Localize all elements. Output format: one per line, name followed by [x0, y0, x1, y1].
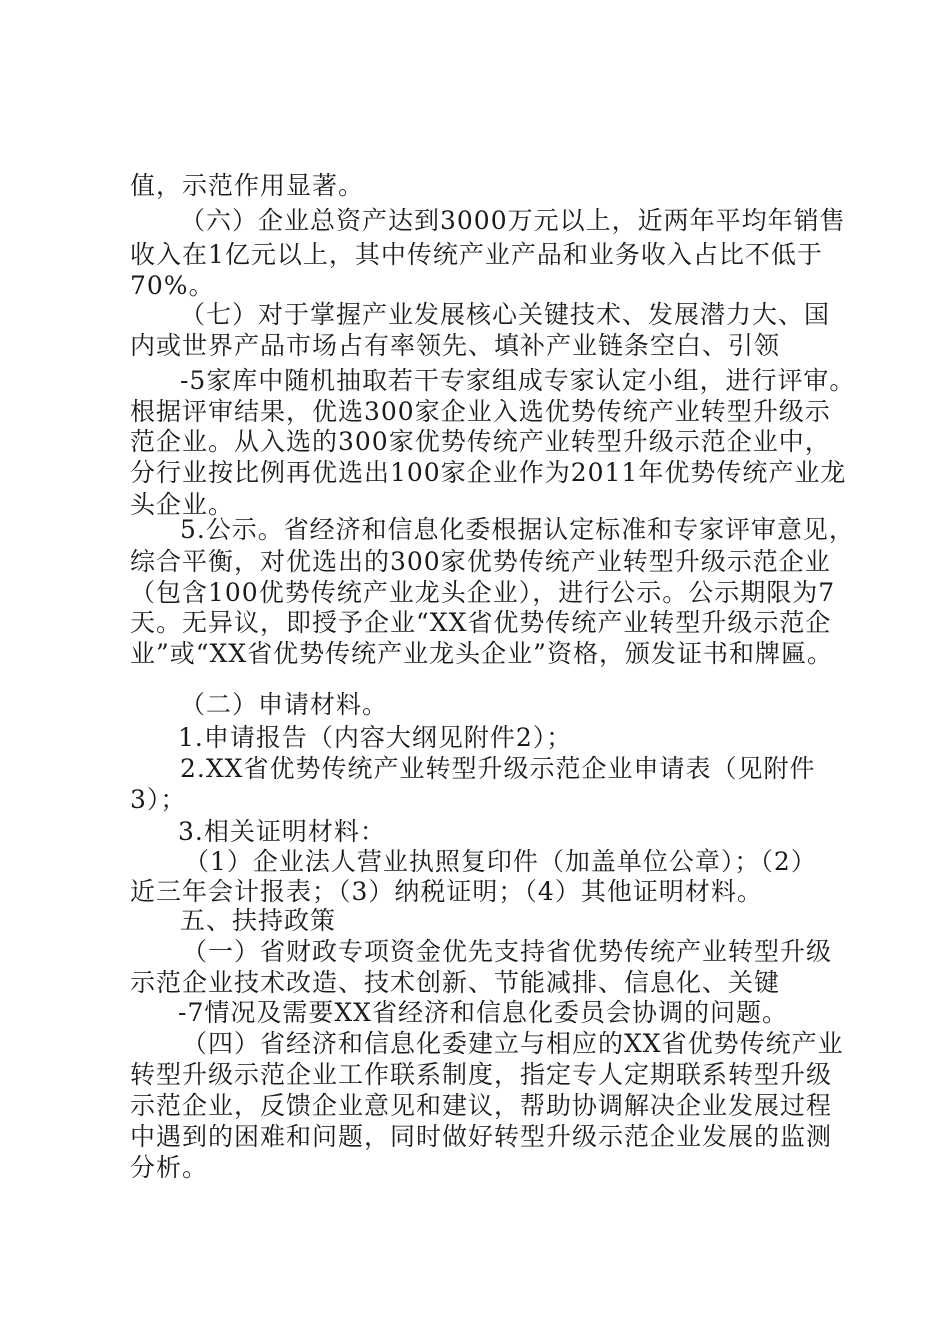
body-text-line: 内或世界产品市场占有率领先、填补产业链条空白、引领 [130, 331, 781, 360]
list-item: 2.XX省优势传统产业转型升级示范企业申请表（见附件 [180, 754, 816, 783]
body-text-line: 根据评审结果，优选300家企业入选优势传统产业转型升级示 [130, 397, 831, 426]
body-text-line: （1）企业法人营业执照复印件（加盖单位公章）；（2） [184, 847, 817, 876]
body-text-line: 示范企业，反馈企业意见和建议，帮助协调解决企业发展过程 [130, 1091, 833, 1120]
body-text-line: -5家库中随机抽取若干专家组成专家认定小组，进行评审。 [180, 366, 856, 395]
body-text-line: 3）； [130, 785, 187, 814]
body-text-line: 业”或“XX省优势传统产业龙头企业”资格，颁发证书和牌匾。 [130, 639, 833, 668]
body-text-line: 头企业。 [130, 490, 235, 519]
section-heading: （二）申请材料。 [180, 690, 389, 719]
body-text-line: （四）省经济和信息化委建立与相应的XX省优势传统产业 [182, 1029, 844, 1058]
list-item: 3.相关证明材料： [178, 817, 386, 846]
body-text-line: 近三年会计报表；（3）纳税证明；（4）其他证明材料。 [130, 877, 763, 906]
body-text-line: 示范企业技术改造、技术创新、节能减排、信息化、关键 [130, 968, 781, 997]
body-text-line: -7情况及需要XX省经济和信息化委员会协调的问题。 [178, 998, 788, 1027]
body-text-line: （七）对于掌握产业发展核心关键技术、发展潜力大、国 [180, 300, 831, 329]
body-text-line: 分析。 [130, 1153, 209, 1182]
body-text-line: 范企业。从入选的300家优势传统产业转型升级示范企业中， [130, 427, 831, 456]
body-text-line: 综合平衡，对优选出的300家优势传统产业转型升级示范企业 [130, 547, 831, 576]
body-text-line: 5.公示。省经济和信息化委根据认定标准和专家评审意见， [180, 515, 855, 544]
body-text-line: 收入在1亿元以上，其中传统产业产品和业务收入占比不低于 [130, 240, 823, 269]
body-text-line: 分行业按比例再优选出100家企业作为2011年优势传统产业龙 [130, 458, 847, 487]
body-text-line: 转型升级示范企业工作联系制度，指定专人定期联系转型升级 [130, 1060, 833, 1089]
body-text-line: 70%。 [130, 271, 215, 300]
section-heading: 五、扶持政策 [180, 906, 337, 935]
body-text-line: 中遇到的困难和问题，同时做好转型升级示范企业发展的监测 [130, 1122, 833, 1151]
body-text-line: 值，示范作用显著。 [130, 171, 365, 200]
list-item: 1.申请报告（内容大纲见附件2）； [178, 723, 573, 752]
body-text-line: （包含100优势传统产业龙头企业），进行公示。公示期限为7 [130, 578, 836, 607]
body-text-line: （一）省财政专项资金优先支持省优势传统产业转型升级 [182, 937, 833, 966]
body-text-line: （六）企业总资产达到3000万元以上，近两年平均年销售 [180, 206, 846, 235]
body-text-line: 天。无异议，即授予企业“XX省优势传统产业转型升级示范企 [130, 608, 832, 637]
